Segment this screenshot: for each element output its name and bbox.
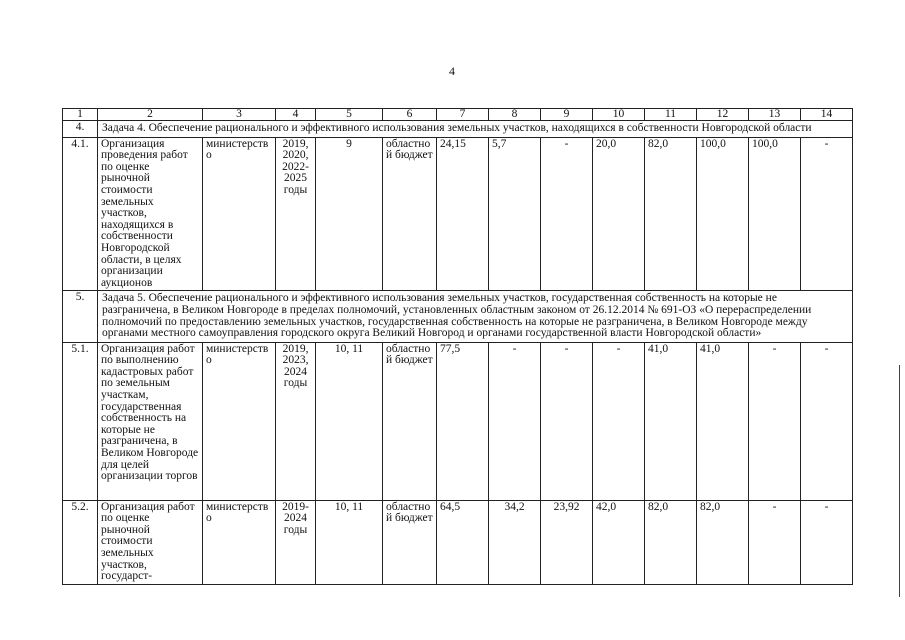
activity-indicator: 10, 11 [316, 342, 383, 500]
activity-value-col9: - [541, 137, 593, 291]
activity-name: Организация работ по оценке рыночной стоимости земельных участков, государст- [98, 500, 203, 584]
activity-value-col9: - [541, 342, 593, 500]
task-number: 4. [63, 121, 98, 138]
task-number: 5. [63, 291, 98, 342]
column-number: 8 [489, 109, 541, 121]
activity-value-col12: 100,0 [697, 137, 749, 291]
activity-indicator: 9 [316, 137, 383, 291]
column-number: 11 [645, 109, 697, 121]
activity-value-col13: - [749, 500, 801, 584]
activity-value-col8: 5,7 [489, 137, 541, 291]
task-4-row [63, 121, 853, 138]
activity-value-col11: 82,0 [645, 137, 697, 291]
column-number-row [63, 109, 853, 121]
column-number: 7 [437, 109, 489, 121]
activity-value-col12: 41,0 [697, 342, 749, 500]
activity-name: Организация проведения работ по оценке рыночной стоимости земельных участков, находящихся в собственности Новгородской области, в целях организации аукционов [98, 137, 203, 291]
activity-name: Организация работ по выполнению кадастровых работ по земельным участкам, государственная собственность на которые не разграничена, в Великом Новгороде для целей организации торгов [98, 342, 203, 500]
activity-value-col14: - [801, 342, 853, 500]
activity-executor: министерство [203, 342, 276, 500]
activity-value-col7: 77,5 [437, 342, 489, 500]
column-number: 2 [98, 109, 203, 121]
activity-value-col8: 34,2 [489, 500, 541, 584]
activity-value-col9: 23,92 [541, 500, 593, 584]
activity-row-5-2 [63, 500, 853, 584]
activity-value-col11: 82,0 [645, 500, 697, 584]
activity-row-5-1 [63, 342, 853, 500]
task-5-row [63, 291, 853, 342]
column-number: 4 [276, 109, 316, 121]
activity-number: 5.1. [63, 342, 98, 500]
activity-value-col8: - [489, 342, 541, 500]
activity-funding-source: областной бюджет [383, 342, 437, 500]
column-number: 10 [593, 109, 645, 121]
activity-indicator: 10, 11 [316, 500, 383, 584]
activity-executor: министерство [203, 137, 276, 291]
activity-value-col7: 24,15 [437, 137, 489, 291]
activity-value-col12: 82,0 [697, 500, 749, 584]
activity-funding-source: областной бюджет [383, 137, 437, 291]
activity-value-col14: - [801, 500, 853, 584]
activity-value-col7: 64,5 [437, 500, 489, 584]
activity-value-col10: - [593, 342, 645, 500]
column-number: 3 [203, 109, 276, 121]
column-number: 1 [63, 109, 98, 121]
column-number: 5 [316, 109, 383, 121]
activity-funding-source: областной бюджет [383, 500, 437, 584]
activity-number: 5.2. [63, 500, 98, 584]
task-description: Задача 5. Обеспечение рационального и эффективного использования земельных участков, государственная собственность на которые не разграничена, в Великом Новгороде в пределах полномочий, установленных областным законом от 26.12.2014 № 691-ОЗ «О перераспределении полномочий по предоставлению земельных участков, государственная собственность на которые не разграничена, в Великом Новгороде между органами местного самоуправления городского округа Великий Новгород и органами государственной власти Новгородской области» [98, 291, 853, 342]
activity-years: 2019, 2020, 2022-2025 годы [276, 137, 316, 291]
activity-number: 4.1. [63, 137, 98, 291]
column-number: 6 [383, 109, 437, 121]
column-number: 14 [801, 109, 853, 121]
activity-years: 2019-2024 годы [276, 500, 316, 584]
activity-value-col10: 20,0 [593, 137, 645, 291]
activity-value-col14: - [801, 137, 853, 291]
activity-years: 2019, 2023, 2024 годы [276, 342, 316, 500]
activity-executor: министерство [203, 500, 276, 584]
activity-value-col13: 100,0 [749, 137, 801, 291]
activity-value-col10: 42,0 [593, 500, 645, 584]
column-number: 13 [749, 109, 801, 121]
activity-value-col13: - [749, 342, 801, 500]
task-description: Задача 4. Обеспечение рационального и эффективного использования земельных участков, находящихся в собственности Новгородской области [98, 121, 853, 138]
activity-value-col11: 41,0 [645, 342, 697, 500]
program-activities-table [62, 108, 853, 585]
activity-row-4-1 [63, 137, 853, 291]
page-number: 4 [449, 64, 455, 78]
scan-edge-line [899, 365, 900, 597]
column-number: 9 [541, 109, 593, 121]
column-number: 12 [697, 109, 749, 121]
